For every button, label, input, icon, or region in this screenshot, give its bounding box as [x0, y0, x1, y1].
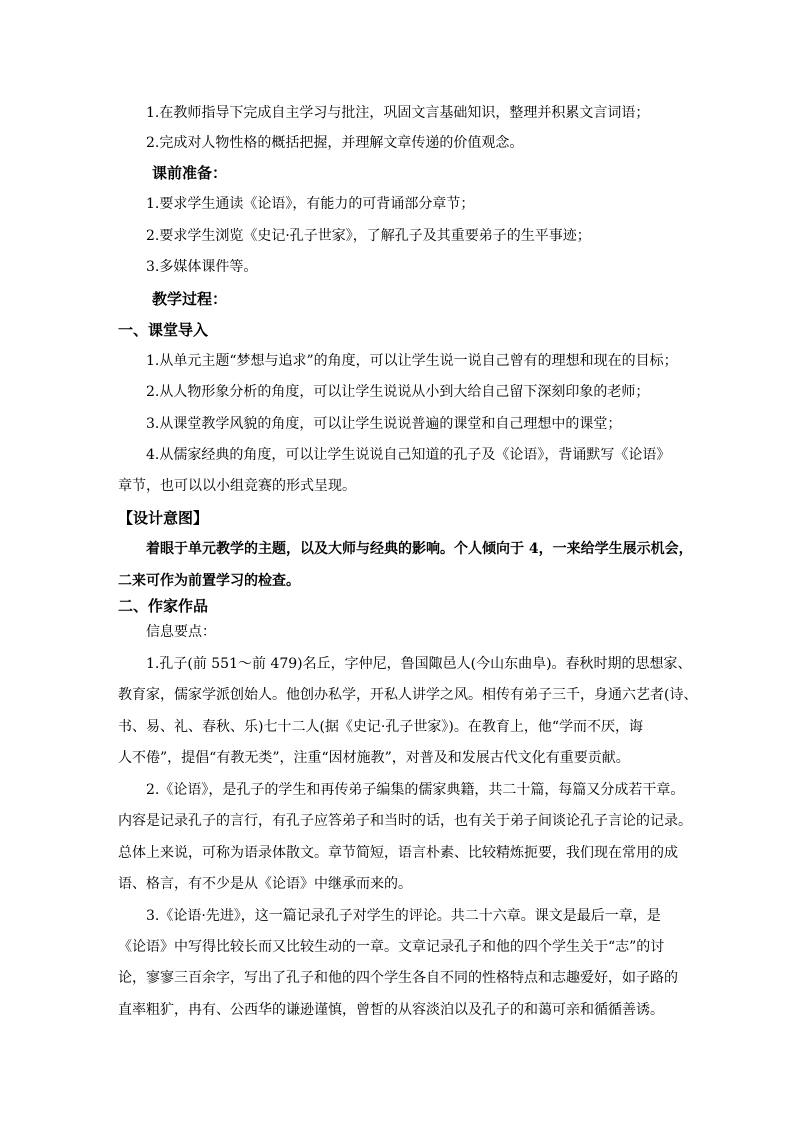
design-line-1: 着眼于单元教学的主题，以及大师与经典的影响。个人倾向于 4，一来给学生展示机会， — [146, 541, 693, 557]
intro-item-1: 1.从单元主题“梦想与追求”的角度，可以让学生说一说自己曾有的理想和现在的目标； — [146, 353, 678, 369]
author-heading: 二、作家作品 — [118, 597, 209, 615]
author-subheading: 信息要点： — [146, 624, 216, 640]
author-p1-line-2: 教育家，儒家学派创始人。他创办私学，开私人讲学之风。相传有弟子三千，身通六艺者(诗、 — [118, 687, 698, 703]
prep-heading: 课前准备： — [152, 164, 228, 182]
intro-item-4-cont: 章节，也可以以小组竞赛的形式呈现。 — [118, 478, 356, 494]
author-p3-line-3: 论，寥寥三百余字，写出了孔子和他的四个学生各自不同的性格特点和志趣爱好，如子路的 — [118, 970, 678, 986]
author-p2-line-2: 内容是记录孔子的言行，有孔子应答弟子和当时的话，也有关于弟子间谈论孔子言论的记录。 — [118, 813, 692, 829]
author-p1-line-4: 人不倦”，提倡“有教无类”，注重“因材施教”，对普及和发展古代文化有重要贡献。 — [118, 750, 630, 766]
process-heading: 教学过程： — [152, 290, 228, 308]
intro-item-2: 2.从人物形象分析的角度，可以让学生说说从小到大给自己留下深刻印象的老师； — [146, 384, 650, 400]
author-p1-line-1: 1.孔子(前 551～前 479)名丘，字仲尼，鲁国陬邑人(今山东曲阜)。春秋时期的思想家、 — [146, 656, 692, 672]
author-p2-line-4: 语、格言，有不少是从《论语》中继承而来的。 — [118, 876, 412, 892]
author-p2-line-1: 2.《论语》，是孔子的学生和再传弟子编集的儒家典籍，共二十篇，每篇又分成若干章。 — [146, 782, 685, 798]
intro-item-4: 4.从儒家经典的角度，可以让学生说说自己知道的孔子及《论语》，背诵默写《论语》 — [146, 447, 671, 463]
goal-2: 2.完成对人物性格的概括把握，并理解文章传递的价值观念。 — [146, 135, 524, 151]
author-p1-line-3: 书、易、礼、春秋、乐)七十二人(据《史记·孔子世家》)。在教育上，他“学而不厌，诲 — [118, 719, 643, 735]
prep-item-1: 1.要求学生通读《论语》，有能力的可背诵部分章节； — [146, 196, 475, 212]
author-p3-line-2: 《论语》中写得比较长而又比较生动的一章。文章记录孔子和他的四个学生关于“志”的讨 — [118, 939, 665, 955]
goal-1: 1.在教师指导下完成自主学习与批注，巩固文言基础知识，整理并积累文言词语； — [146, 105, 650, 121]
prep-item-2: 2.要求学生浏览《史记·孔子世家》，了解孔子及其重要弟子的生平事迹； — [146, 228, 591, 244]
design-heading: 【设计意图】 — [118, 509, 209, 527]
intro-heading: 一、课堂导入 — [118, 321, 209, 339]
author-p3-line-4: 直率粗犷，冉有、公西华的谦逊谨慎，曾皙的从容淡泊以及孔子的和蔼可亲和循循善诱。 — [118, 1002, 664, 1018]
intro-item-3: 3.从课堂教学风貌的角度，可以让学生说说普遍的课堂和自己理想中的课堂； — [146, 416, 622, 432]
design-line-2: 二来可作为前置学习的检查。 — [118, 573, 300, 589]
prep-item-3: 3.多媒体课件等。 — [146, 259, 258, 275]
author-p3-line-1: 3.《论语·先进》，这一篇记录孔子对学生的评论。共二十六章。课文是最后一章，是 — [146, 908, 661, 924]
author-p2-line-3: 总体上来说，可称为语录体散文。章节简短，语言朴素、比较精炼扼要，我们现在常用的成 — [118, 845, 678, 861]
